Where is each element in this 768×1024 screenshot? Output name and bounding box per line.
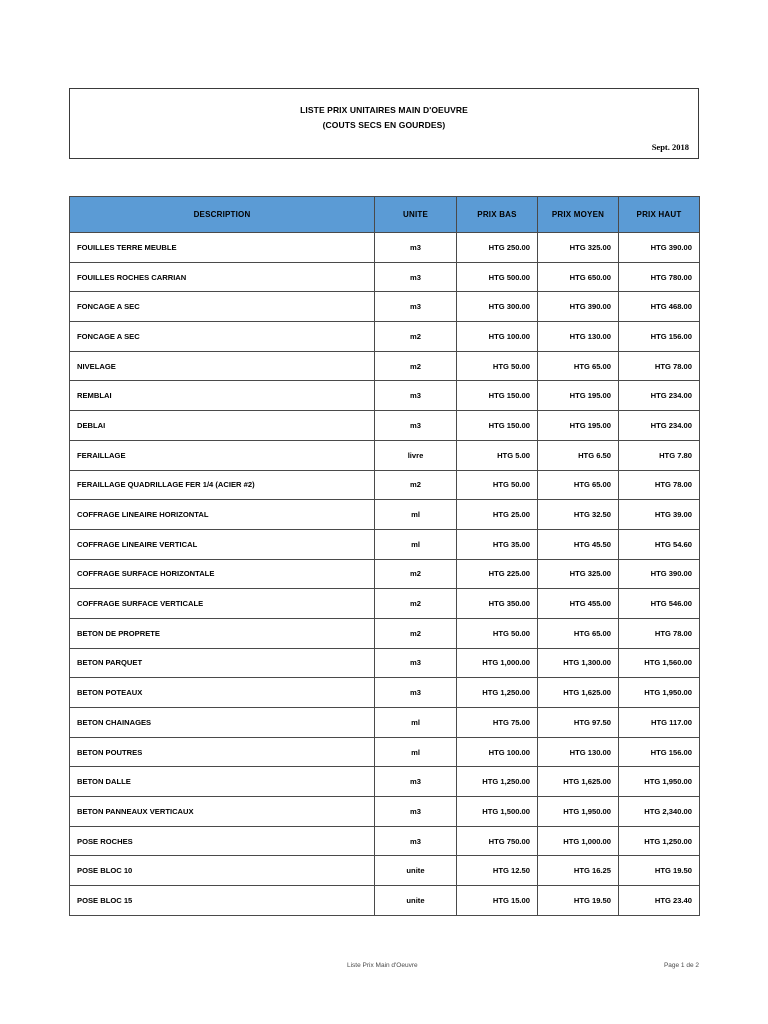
cell-description: FERAILLAGE: [70, 440, 375, 470]
cell-description: FOUILLES TERRE MEUBLE: [70, 233, 375, 263]
cell-prix_moyen: HTG 195.00: [538, 381, 619, 411]
cell-prix_haut: HTG 117.00: [619, 708, 700, 738]
cell-unite: m2: [375, 470, 457, 500]
cell-description: BETON DE PROPRETE: [70, 618, 375, 648]
cell-prix_haut: HTG 1,250.00: [619, 826, 700, 856]
cell-prix_moyen: HTG 195.00: [538, 411, 619, 441]
table-row: [70, 767, 700, 797]
cell-unite: m2: [375, 589, 457, 619]
cell-prix_moyen: HTG 65.00: [538, 618, 619, 648]
cell-prix_haut: HTG 78.00: [619, 618, 700, 648]
cell-description: BETON CHAINAGES: [70, 708, 375, 738]
table-row: [70, 737, 700, 767]
cell-description: COFFRAGE SURFACE HORIZONTALE: [70, 559, 375, 589]
column-header-prix-haut: PRIX HAUT: [619, 197, 700, 233]
cell-prix_bas: HTG 25.00: [457, 500, 538, 530]
cell-prix_haut: HTG 78.00: [619, 351, 700, 381]
cell-prix_bas: HTG 100.00: [457, 322, 538, 352]
cell-description: BETON DALLE: [70, 767, 375, 797]
column-header-description: DESCRIPTION: [70, 197, 375, 233]
cell-prix_bas: HTG 100.00: [457, 737, 538, 767]
table-row: [70, 440, 700, 470]
cell-prix_moyen: HTG 97.50: [538, 708, 619, 738]
cell-prix_haut: HTG 1,950.00: [619, 767, 700, 797]
cell-prix_bas: HTG 1,250.00: [457, 678, 538, 708]
page-footer: [69, 962, 699, 976]
cell-prix_moyen: HTG 455.00: [538, 589, 619, 619]
table-row: [70, 351, 700, 381]
cell-prix_bas: HTG 350.00: [457, 589, 538, 619]
cell-prix_bas: HTG 12.50: [457, 856, 538, 886]
cell-unite: m2: [375, 618, 457, 648]
cell-prix_haut: HTG 390.00: [619, 233, 700, 263]
cell-prix_moyen: HTG 130.00: [538, 737, 619, 767]
cell-prix_haut: HTG 390.00: [619, 559, 700, 589]
table-row: [70, 500, 700, 530]
page-title: LISTE PRIX UNITAIRES MAIN D'OEUVRE: [300, 105, 468, 115]
cell-prix_haut: HTG 546.00: [619, 589, 700, 619]
cell-description: BETON PARQUET: [70, 648, 375, 678]
cell-prix_haut: HTG 468.00: [619, 292, 700, 322]
cell-prix_moyen: HTG 65.00: [538, 470, 619, 500]
cell-prix_bas: HTG 50.00: [457, 618, 538, 648]
cell-description: FONCAGE A SEC: [70, 292, 375, 322]
cell-prix_haut: HTG 1,950.00: [619, 678, 700, 708]
column-header-prix-bas: PRIX BAS: [457, 197, 538, 233]
cell-prix_moyen: HTG 19.50: [538, 886, 619, 916]
table-row: [70, 589, 700, 619]
table-row: [70, 233, 700, 263]
cell-prix_bas: HTG 5.00: [457, 440, 538, 470]
cell-prix_haut: HTG 156.00: [619, 737, 700, 767]
cell-prix_moyen: HTG 6.50: [538, 440, 619, 470]
cell-prix_bas: HTG 50.00: [457, 351, 538, 381]
price-list-table: [69, 196, 700, 916]
table-row: [70, 856, 700, 886]
cell-description: DEBLAI: [70, 411, 375, 441]
cell-unite: ml: [375, 708, 457, 738]
cell-prix_moyen: HTG 45.50: [538, 529, 619, 559]
cell-prix_moyen: HTG 1,950.00: [538, 797, 619, 827]
cell-prix_bas: HTG 75.00: [457, 708, 538, 738]
cell-prix_bas: HTG 1,500.00: [457, 797, 538, 827]
cell-unite: m2: [375, 351, 457, 381]
cell-description: BETON POUTRES: [70, 737, 375, 767]
cell-description: COFFRAGE SURFACE VERTICALE: [70, 589, 375, 619]
cell-prix_haut: HTG 54.60: [619, 529, 700, 559]
table-row: [70, 381, 700, 411]
cell-prix_bas: HTG 500.00: [457, 262, 538, 292]
footer-page-number: Page 1 de 2: [663, 962, 699, 969]
cell-prix_moyen: HTG 130.00: [538, 322, 619, 352]
cell-prix_haut: HTG 23.40: [619, 886, 700, 916]
cell-prix_moyen: HTG 1,625.00: [538, 678, 619, 708]
table-row: [70, 470, 700, 500]
cell-prix_moyen: HTG 325.00: [538, 233, 619, 263]
title-text-group: [70, 104, 698, 132]
document-date: Sept. 2018: [651, 142, 689, 152]
cell-prix_moyen: HTG 1,300.00: [538, 648, 619, 678]
cell-prix_haut: HTG 19.50: [619, 856, 700, 886]
cell-description: POSE BLOC 10: [70, 856, 375, 886]
cell-unite: m3: [375, 767, 457, 797]
cell-prix_bas: HTG 150.00: [457, 381, 538, 411]
cell-prix_bas: HTG 1,250.00: [457, 767, 538, 797]
cell-prix_haut: HTG 2,340.00: [619, 797, 700, 827]
cell-description: BETON PANNEAUX VERTICAUX: [70, 797, 375, 827]
cell-prix_haut: HTG 7.80: [619, 440, 700, 470]
cell-prix_bas: HTG 35.00: [457, 529, 538, 559]
table-row: [70, 322, 700, 352]
cell-unite: unite: [375, 886, 457, 916]
cell-description: BETON POTEAUX: [70, 678, 375, 708]
table-row: [70, 529, 700, 559]
table-row: [70, 411, 700, 441]
cell-prix_bas: HTG 750.00: [457, 826, 538, 856]
table-row: [70, 262, 700, 292]
cell-prix_moyen: HTG 390.00: [538, 292, 619, 322]
document-title-box: [69, 88, 699, 159]
table-row: [70, 826, 700, 856]
table-row: [70, 648, 700, 678]
cell-prix_moyen: HTG 32.50: [538, 500, 619, 530]
cell-prix_haut: HTG 156.00: [619, 322, 700, 352]
cell-unite: m3: [375, 797, 457, 827]
table-row: [70, 797, 700, 827]
cell-prix_haut: HTG 234.00: [619, 411, 700, 441]
cell-prix_haut: HTG 39.00: [619, 500, 700, 530]
cell-unite: unite: [375, 856, 457, 886]
cell-description: COFFRAGE LINEAIRE VERTICAL: [70, 529, 375, 559]
cell-unite: ml: [375, 529, 457, 559]
cell-prix_bas: HTG 225.00: [457, 559, 538, 589]
cell-prix_bas: HTG 15.00: [457, 886, 538, 916]
cell-unite: m2: [375, 559, 457, 589]
table-row: [70, 292, 700, 322]
table-row: [70, 678, 700, 708]
cell-prix_haut: HTG 1,560.00: [619, 648, 700, 678]
page-subtitle: (COUTS SECS EN GOURDES): [322, 120, 446, 130]
cell-prix_haut: HTG 78.00: [619, 470, 700, 500]
cell-prix_haut: HTG 234.00: [619, 381, 700, 411]
cell-prix_bas: HTG 50.00: [457, 470, 538, 500]
table-row: [70, 618, 700, 648]
cell-description: COFFRAGE LINEAIRE HORIZONTAL: [70, 500, 375, 530]
cell-prix_bas: HTG 300.00: [457, 292, 538, 322]
cell-prix_moyen: HTG 1,000.00: [538, 826, 619, 856]
table-row: [70, 559, 700, 589]
cell-unite: m3: [375, 292, 457, 322]
cell-prix_moyen: HTG 65.00: [538, 351, 619, 381]
cell-prix_moyen: HTG 16.25: [538, 856, 619, 886]
table-header: [70, 197, 700, 233]
cell-prix_moyen: HTG 650.00: [538, 262, 619, 292]
cell-prix_moyen: HTG 1,625.00: [538, 767, 619, 797]
column-header-prix-moyen: PRIX MOYEN: [538, 197, 619, 233]
cell-unite: m3: [375, 648, 457, 678]
cell-unite: m3: [375, 826, 457, 856]
cell-description: FONCAGE A SEC: [70, 322, 375, 352]
cell-description: NIVELAGE: [70, 351, 375, 381]
cell-unite: m3: [375, 411, 457, 441]
cell-description: POSE ROCHES: [70, 826, 375, 856]
cell-unite: livre: [375, 440, 457, 470]
cell-description: POSE BLOC 15: [70, 886, 375, 916]
cell-prix_bas: HTG 250.00: [457, 233, 538, 263]
cell-unite: ml: [375, 500, 457, 530]
cell-prix_moyen: HTG 325.00: [538, 559, 619, 589]
table-row: [70, 708, 700, 738]
cell-prix_bas: HTG 150.00: [457, 411, 538, 441]
cell-description: REMBLAI: [70, 381, 375, 411]
column-header-unite: UNITE: [375, 197, 457, 233]
table-body: [70, 233, 700, 916]
table-header-row: [70, 197, 700, 233]
cell-description: FERAILLAGE QUADRILLAGE FER 1/4 (ACIER #2): [70, 470, 375, 500]
cell-unite: m3: [375, 381, 457, 411]
cell-unite: m3: [375, 233, 457, 263]
cell-prix_haut: HTG 780.00: [619, 262, 700, 292]
cell-description: FOUILLES ROCHES CARRIAN: [70, 262, 375, 292]
table-row: [70, 886, 700, 916]
cell-prix_bas: HTG 1,000.00: [457, 648, 538, 678]
cell-unite: ml: [375, 737, 457, 767]
cell-unite: m2: [375, 322, 457, 352]
footer-document-name: Liste Prix Main d'Oeuvre: [347, 962, 418, 969]
cell-unite: m3: [375, 678, 457, 708]
cell-unite: m3: [375, 262, 457, 292]
